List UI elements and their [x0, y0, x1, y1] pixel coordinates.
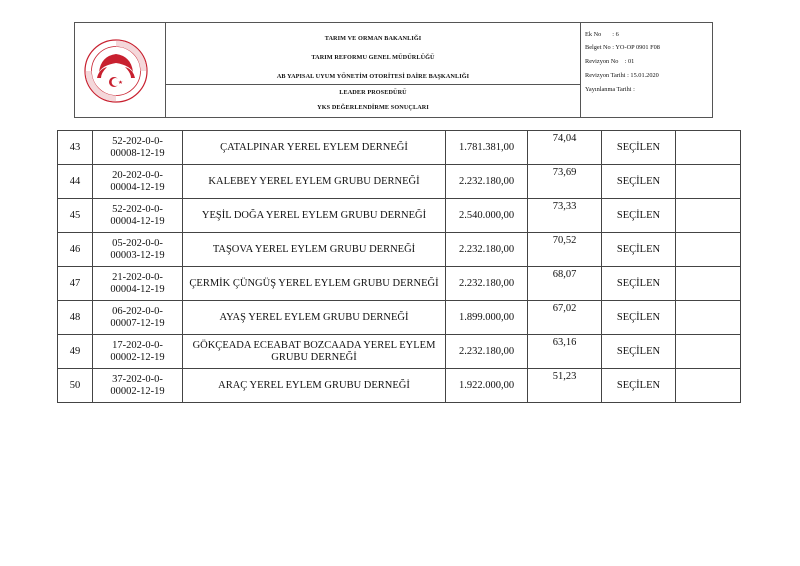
budget-amount: 2.232.180,00	[446, 165, 528, 199]
association-name: ÇERMİK ÇÜNGÜŞ YEREL EYLEM GRUBU DERNEĞİ	[183, 267, 446, 301]
score-value: 63,16	[552, 337, 577, 348]
project-code	[93, 335, 183, 369]
table-row	[58, 131, 741, 165]
publication-date: Yayınlanma Tarihi :	[585, 86, 635, 93]
selection-status: SEÇİLEN	[602, 233, 676, 267]
empty-cell	[676, 267, 741, 301]
row-number: 49	[58, 335, 93, 369]
directorate-name: TARIM REFORMU GENEL MÜDÜRLÜĞÜ	[311, 54, 435, 61]
empty-cell	[676, 233, 741, 267]
selection-status: SEÇİLEN	[602, 369, 676, 403]
selection-status: SEÇİLEN	[602, 335, 676, 369]
budget-amount: 2.540.000,00	[446, 199, 528, 233]
project-code-line-2: 00004-12-19	[110, 283, 165, 295]
project-code-line-2: 00003-12-19	[110, 249, 165, 261]
title-divider	[166, 84, 580, 85]
score-cell	[528, 165, 602, 199]
association-name: TAŞOVA YEREL EYLEM GRUBU DERNEĞİ	[183, 233, 446, 267]
document-meta	[581, 23, 712, 117]
project-code-line-2: 00004-12-19	[110, 215, 165, 227]
row-number: 45	[58, 199, 93, 233]
budget-amount: 2.232.180,00	[446, 335, 528, 369]
project-code-line-2: 00007-12-19	[110, 317, 165, 329]
project-code-line-1: 52-202-0-0-	[112, 203, 163, 215]
score-cell	[528, 335, 602, 369]
project-code-line-1: 21-202-0-0-	[112, 271, 163, 283]
score-value: 68,07	[552, 269, 577, 280]
association-name: GÖKÇEADA ECEABAT BOZCAADA YEREL EYLEM GRUBU DERNEĞİ	[183, 335, 446, 369]
project-code-line-2: 00008-12-19	[110, 147, 165, 159]
project-code	[93, 165, 183, 199]
budget-amount: 1.899.000,00	[446, 301, 528, 335]
score-value: 73,69	[552, 167, 577, 178]
title-cell	[166, 23, 581, 117]
project-code-line-1: 05-202-0-0-	[112, 237, 163, 249]
results-table	[57, 130, 741, 403]
empty-cell	[676, 199, 741, 233]
table-row	[58, 301, 741, 335]
score-cell	[528, 199, 602, 233]
document-header	[74, 22, 713, 118]
selection-status: SEÇİLEN	[602, 131, 676, 165]
procedure-name: LEADER PROSEDÜRÜ	[339, 89, 407, 96]
table-row	[58, 199, 741, 233]
budget-amount: 2.232.180,00	[446, 267, 528, 301]
revision-number: Revizyon No : 01	[585, 58, 635, 65]
score-value: 51,23	[552, 371, 577, 382]
selection-status: SEÇİLEN	[602, 165, 676, 199]
project-code-line-1: 20-202-0-0-	[112, 169, 163, 181]
association-name: YEŞİL DOĞA YEREL EYLEM GRUBU DERNEĞİ	[183, 199, 446, 233]
score-cell	[528, 233, 602, 267]
table-row	[58, 369, 741, 403]
table-row	[58, 267, 741, 301]
row-number: 50	[58, 369, 93, 403]
project-code	[93, 301, 183, 335]
selection-status: SEÇİLEN	[602, 199, 676, 233]
department-name: AB YAPISAL UYUM YÖNETİM OTORİTESİ DAİRE BAŞKANLIĞI	[276, 73, 470, 80]
table-row	[58, 233, 741, 267]
table-row	[58, 165, 741, 199]
association-name: ARAÇ YEREL EYLEM GRUBU DERNEĞİ	[183, 369, 446, 403]
logo-cell	[75, 23, 166, 117]
project-code-line-1: 17-202-0-0-	[112, 339, 163, 351]
project-code-line-2: 00004-12-19	[110, 181, 165, 193]
row-number: 44	[58, 165, 93, 199]
association-name: KALEBEY YEREL EYLEM GRUBU DERNEĞİ	[183, 165, 446, 199]
results-table-body	[58, 131, 741, 403]
empty-cell	[676, 131, 741, 165]
score-cell	[528, 267, 602, 301]
row-number: 43	[58, 131, 93, 165]
ministry-seal-icon	[83, 38, 149, 104]
score-value: 73,33	[552, 201, 577, 212]
row-number: 46	[58, 233, 93, 267]
project-code-line-1: 06-202-0-0-	[112, 305, 163, 317]
score-cell	[528, 131, 602, 165]
project-code	[93, 233, 183, 267]
project-code	[93, 267, 183, 301]
budget-amount: 1.922.000,00	[446, 369, 528, 403]
score-value: 67,02	[552, 303, 577, 314]
empty-cell	[676, 165, 741, 199]
project-code	[93, 369, 183, 403]
project-code	[93, 199, 183, 233]
project-code-line-1: 52-202-0-0-	[112, 135, 163, 147]
project-code	[93, 131, 183, 165]
selection-status: SEÇİLEN	[602, 267, 676, 301]
row-number: 47	[58, 267, 93, 301]
score-value: 74,04	[552, 133, 577, 144]
project-code-line-2: 00002-12-19	[110, 351, 165, 363]
document-title: YKS DEĞERLENDİRME SONUÇLARI	[317, 104, 429, 111]
selection-status: SEÇİLEN	[602, 301, 676, 335]
empty-cell	[676, 335, 741, 369]
revision-date: Revizyon Tarihi : 15.01.2020	[585, 72, 659, 79]
score-value: 70,52	[552, 235, 577, 246]
project-code-line-1: 37-202-0-0-	[112, 373, 163, 385]
ministry-name: TARIM VE ORMAN BAKANLIĞI	[324, 35, 422, 42]
table-row	[58, 335, 741, 369]
empty-cell	[676, 369, 741, 403]
budget-amount: 2.232.180,00	[446, 233, 528, 267]
score-cell	[528, 301, 602, 335]
document-number: Belget No : YO-OP 0901 F08	[585, 44, 660, 51]
association-name: ÇATALPINAR YEREL EYLEM DERNEĞİ	[183, 131, 446, 165]
association-name: AYAŞ YEREL EYLEM GRUBU DERNEĞİ	[183, 301, 446, 335]
empty-cell	[676, 301, 741, 335]
row-number: 48	[58, 301, 93, 335]
score-cell	[528, 369, 602, 403]
budget-amount: 1.781.381,00	[446, 131, 528, 165]
project-code-line-2: 00002-12-19	[110, 385, 165, 397]
annex-number: Ek No : 6	[585, 31, 619, 38]
